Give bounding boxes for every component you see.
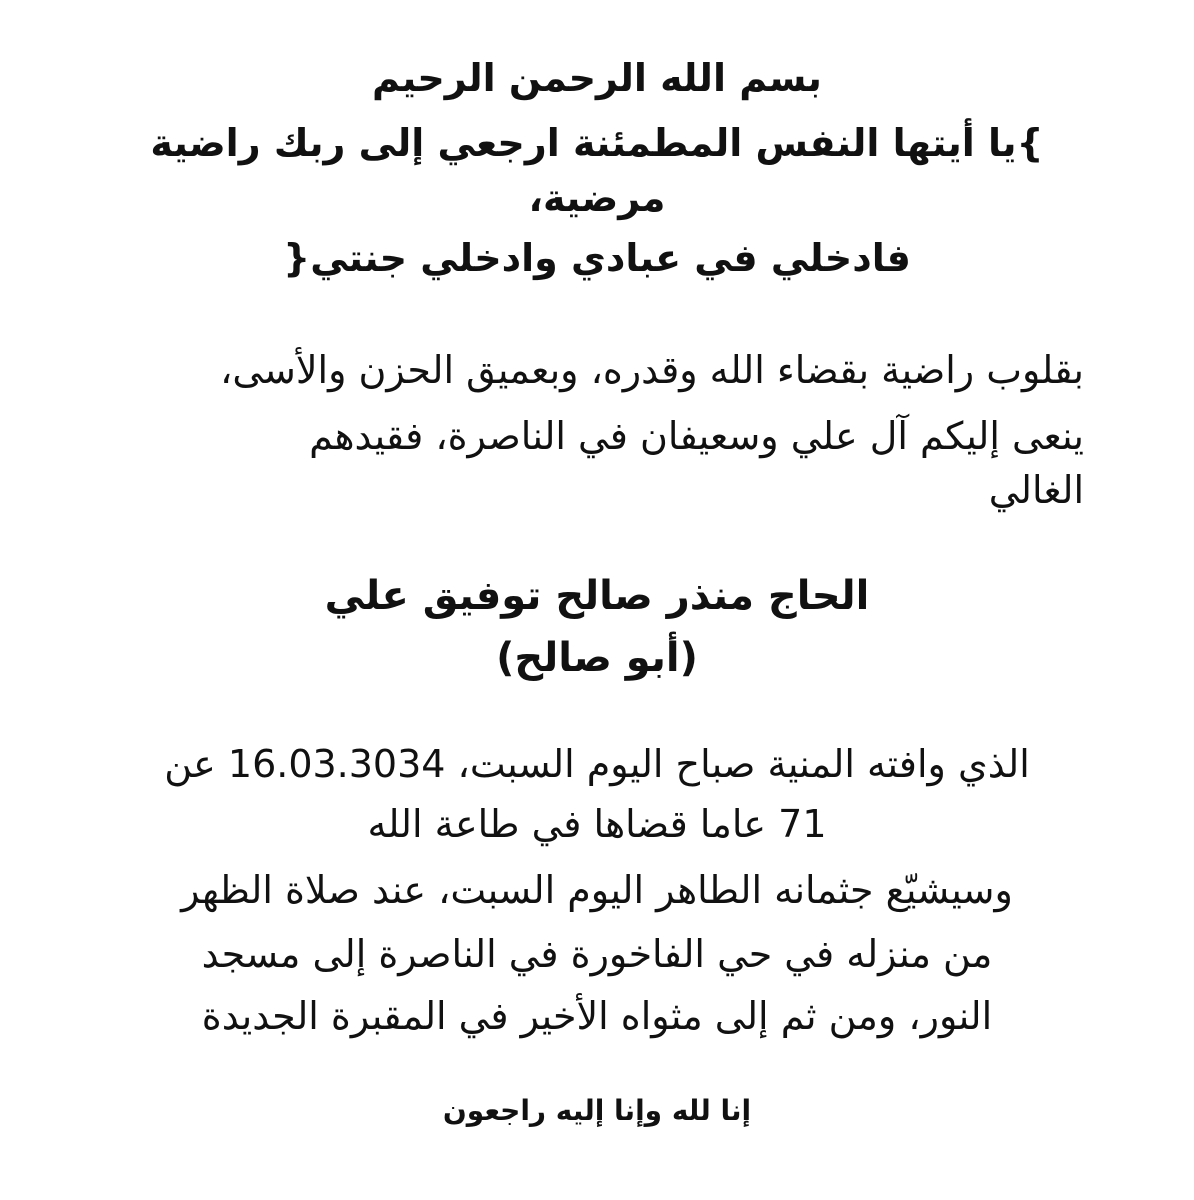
announcement-line-2: ينعى إليكم آل علي وسعيفان في الناصرة، فقيدهم	[309, 414, 1084, 458]
verse-line-1: }يا أيتها النفس المطمئنة ارجعي إلى ربك راضية	[150, 121, 1044, 165]
announcement-line-3: الغالي	[988, 468, 1084, 512]
details-line-5: النور، ومن ثم إلى مثواه الأخير في المقبرة الجديدة	[201, 994, 993, 1038]
basmala: بسم الله الرحمن الرحيم	[372, 56, 822, 100]
details-line-4: من منزله في حي الفاخورة في الناصرة إلى مسجد	[201, 932, 993, 976]
verse-line-2: مرضية،	[528, 176, 666, 220]
deceased-name: الحاج منذر صالح توفيق علي	[324, 573, 870, 619]
announcement-line-1: بقلوب راضية بقضاء الله وقدره، وبعميق الحزن والأسى،	[220, 348, 1084, 392]
details-line-3: وسيشيّع جثمانه الطاهر اليوم السبت، عند صلاة الظهر	[181, 868, 1013, 912]
details-line-1: الذي وافته المنية صباح اليوم السبت، 16.03.3034 عن	[164, 742, 1030, 786]
deceased-kunya: (أبو صالح)	[496, 635, 698, 681]
details-line-2: 71 عاما قضاها في طاعة الله	[367, 802, 827, 846]
closing-phrase: إنا لله وإنا إليه راجعون	[442, 1094, 752, 1127]
verse-line-3: فادخلي في عبادي وادخلي جنتي{	[283, 236, 911, 280]
